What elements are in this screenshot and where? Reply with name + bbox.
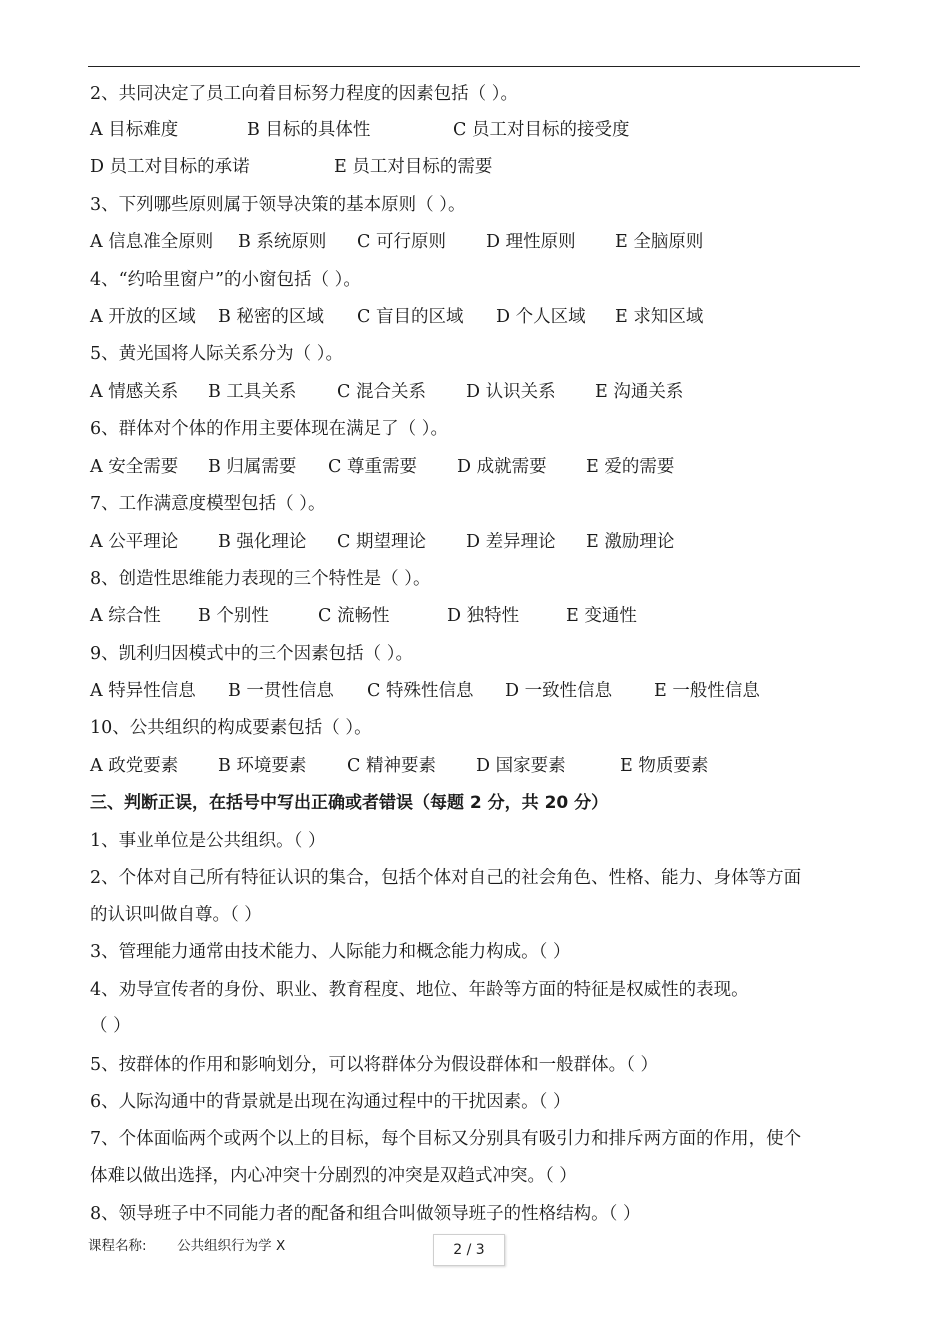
option: D 国家要素 [476,756,566,776]
option: E 求知区域 [615,307,704,327]
course-name: 公共组织行为学 X [177,1238,286,1254]
judgment-line: 体难以做出选择，内心冲突十分剧烈的冲突是双趋式冲突。（ ） [90,1166,577,1186]
option: A 情感关系 [90,382,179,402]
option: B 强化理论 [218,532,307,552]
option: A 安全需要 [90,457,179,477]
option: A 目标难度 [90,120,179,140]
option: C 盲目的区域 [357,307,464,327]
option: C 特殊性信息 [367,681,474,701]
course-footer [88,1234,285,1254]
option: E 一般性信息 [654,681,760,701]
option: C 流畅性 [318,606,390,626]
judgment-line: 1、事业单位是公共组织。（ ） [90,831,326,851]
option: E 员工对目标的需要 [334,157,493,177]
option: B 一贯性信息 [228,681,334,701]
judgment-line: 3、管理能力通常由技术能力、人际能力和概念能力构成。（ ） [90,942,571,962]
option: D 认识关系 [466,382,556,402]
judgment-line: 的认识叫做自尊。（ ） [90,905,262,925]
option: E 变通性 [566,606,637,626]
question-stem: 4、“约哈里窗户”的小窗包括（ ）。 [90,270,361,290]
option: D 员工对目标的承诺 [90,157,250,177]
option: B 目标的具体性 [247,120,371,140]
option: D 差异理论 [466,532,556,552]
judgment-line: 8、领导班子中不同能力者的配备和组合叫做领导班子的性格结构。（ ） [90,1204,641,1224]
option: B 环境要素 [218,756,307,776]
question-stem: 8、创造性思维能力表现的三个特性是（ ）。 [90,569,431,589]
option: A 特异性信息 [90,681,196,701]
option: B 个别性 [198,606,269,626]
course-label: 课程名称: [88,1238,147,1254]
judgment-line: 7、个体面临两个或两个以上的目标，每个目标又分别具有吸引力和排斥两方面的作用，使个 [90,1129,802,1149]
option: C 期望理论 [337,532,426,552]
option: E 激励理论 [586,532,675,552]
judgment-line: 2、个体对自己所有特征认识的集合，包括个体对自己的社会角色、性格、能力、身体等方面 [90,868,802,888]
judgment-line: 4、劝导宣传者的身份、职业、教育程度、地位、年龄等方面的特征是权威性的表现。 [90,980,749,1000]
judgment-line: 5、按群体的作用和影响划分，可以将群体分为假设群体和一般群体。（ ） [90,1055,658,1075]
question-stem: 3、下列哪些原则属于领导决策的基本原则（ ）。 [90,195,466,215]
option: A 公平理论 [90,532,179,552]
option: D 成就需要 [457,457,547,477]
option: E 全脑原则 [615,232,704,252]
option: A 政党要素 [90,756,179,776]
option: D 独特性 [447,606,520,626]
option: A 信息准全原则 [90,232,214,252]
option: D 个人区域 [496,307,586,327]
option: C 尊重需要 [328,457,417,477]
option: C 精神要素 [347,756,436,776]
option: E 沟通关系 [595,382,684,402]
option: C 可行原则 [357,232,446,252]
question-stem: 6、群体对个体的作用主要体现在满足了（ ）。 [90,419,448,439]
question-stem: 10、公共组织的构成要素包括（ ）。 [90,718,372,738]
option: D 理性原则 [486,232,576,252]
question-stem: 9、凯利归因模式中的三个因素包括（ ）。 [90,644,413,664]
option: E 爱的需要 [586,457,675,477]
question-stem: 5、黄光国将人际关系分为（ ）。 [90,344,343,364]
option: C 员工对目标的接受度 [453,120,630,140]
section-title: 三、判断正误，在括号中写出正确或者错误（每题 2 分，共 20 分） [90,793,609,813]
option: E 物质要素 [620,756,709,776]
option: C 混合关系 [337,382,426,402]
option: B 系统原则 [238,232,327,252]
judgment-line: （ ） [90,1016,131,1036]
judgment-line: 6、人际沟通中的背景就是出现在沟通过程中的干扰因素。（ ） [90,1092,571,1112]
option: B 工具关系 [208,382,297,402]
option: A 开放的区域 [90,307,196,327]
page-indicator: 2 / 3 [433,1234,505,1266]
option: D 一致性信息 [505,681,613,701]
question-stem: 2、共同决定了员工向着目标努力程度的因素包括（ ）。 [90,84,518,104]
question-stem: 7、工作满意度模型包括（ ）。 [90,494,326,514]
option: B 归属需要 [208,457,297,477]
option: B 秘密的区域 [218,307,324,327]
header-rule [88,66,860,67]
option: A 综合性 [90,606,161,626]
